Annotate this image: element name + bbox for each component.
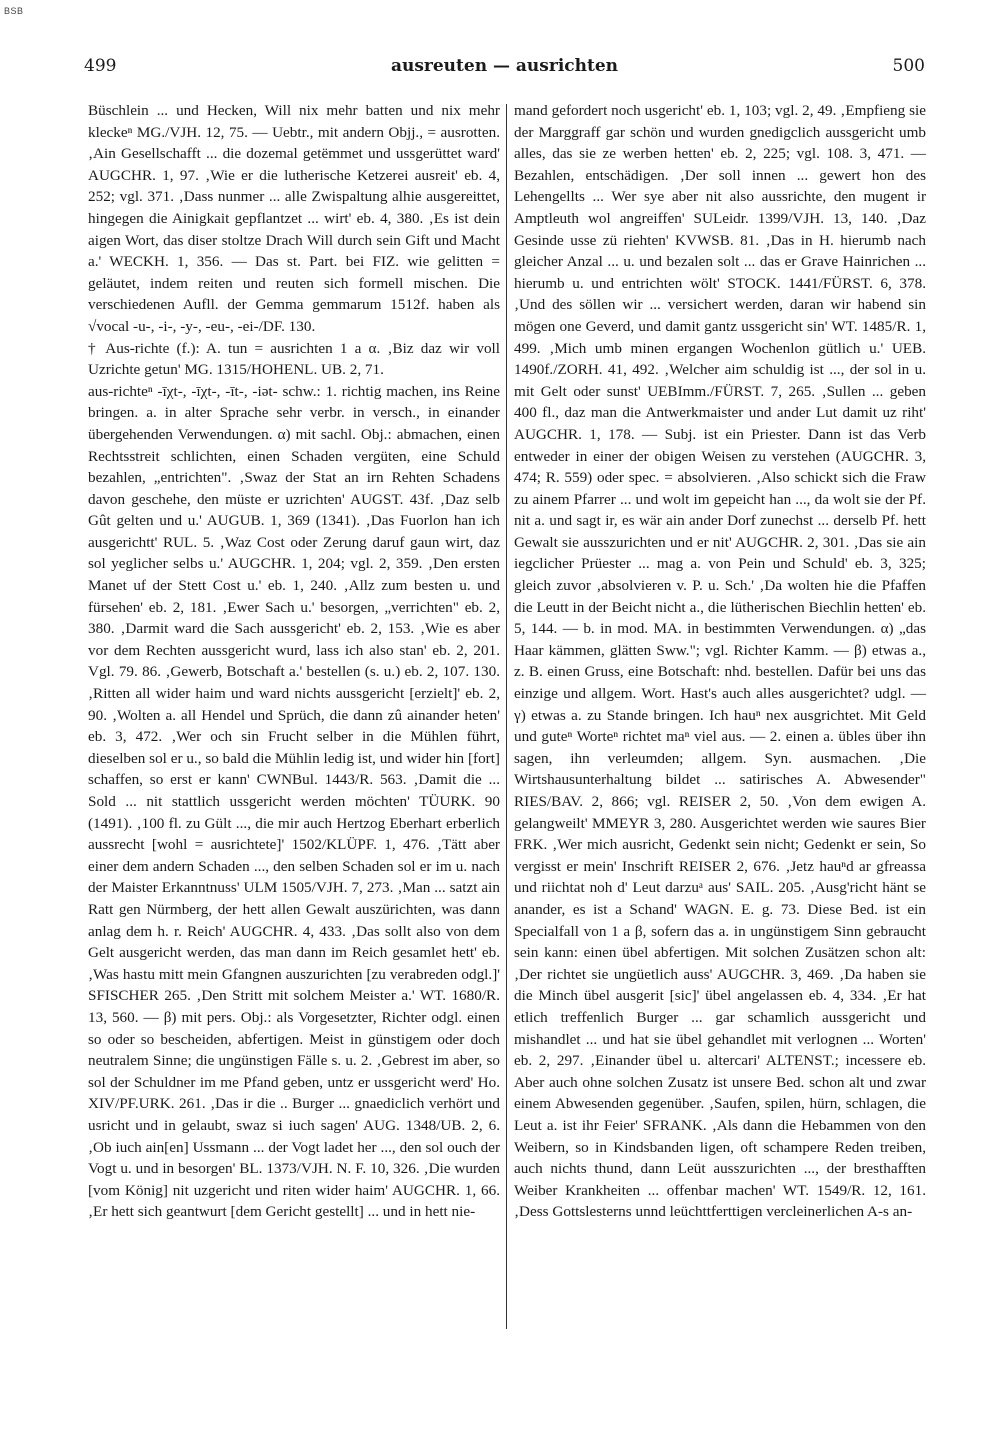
entry-paragraph: † Aus-richte (f.): A. tun = ausrichten 1 a α. ‚Biz daz wir voll Uzrichte getun' MG. 1315/HOHENL. UB. 2, 71. bbox=[88, 339, 500, 379]
running-title: ausreuten — ausrichten bbox=[390, 56, 619, 76]
column-divider bbox=[506, 104, 507, 1329]
page-number-left: 499 bbox=[84, 56, 117, 76]
entry-paragraph: aus-richteⁿ -īχt-, -īχt-, -īt-, -iət- schw.: 1. richtig machen, ins Reine bringen. a. in alter Sprache sehr verbr. in versch., in einander übergehenden Verwendungen. α) mit sachl. Obj.: abmachen, einen Rechtsstreit schlichten, einen Schaden vergüten, eine Schuld bezahlen, „entrichten". ‚Swaz der Stat an irn Rehten Schadens davon geschehe, den müste er uzrichten' AUGST. 43f. ‚Daz selb Gût gelten und u.' AUGUB. 1, 369 (1341). ‚Das Fuorlon han ich ausgerichtt' RUL. 5. ‚Waz Cost oder Zerung daruf gaun wirt, daz sol yeglicher selbs u.' AUGCHR. 1, 204; vgl. 2, 359. ‚Den ersten Manet uf der Stett Cost u.' eb. 1, 240. ‚Allz zum besten u. und fürsehen' eb. 2, 181. ‚Ewer Sach u.' besorgen, „verrichten" eb. 2, 380. ‚Darmit ward die Sach aussgericht' eb. 2, 153. ‚Wie es aber vor dem Rechten aussgericht wurd, lass ich also stan' eb. 2, 201. Vgl. 79. 86. ‚Gewerb, Botschaft a.' bestellen (s. u.) eb. 2, 107. 130. ‚Ritten all wider haim und ward nichts aussgericht [erzielt]' eb. 2, 90. ‚Wolten a. all Hendel und Sprüch, die dann zû ainander heten' eb. 3, 472. ‚Wer och sin Frucht selber in die Mühlen führt, dieselben sol er u., so bald die Mühlin ledig ist, und wider hin [fort] schaffen, so erst er kann' CWNBul. 1443/R. 563. ‚Damit die ... Sold ... nit stattlich ussgericht werden möchten' TÜURK. 90 (1491). ‚100 fl. zu Gült ..., die mir auch Hertzog Eberhart erberlich aussrecht [wohl = ausrichtete]' 1502/KLÜPF. 1, 476. ‚Tätt aber einer dem andern Schaden ..., den selben Schaden sol er im u. nach der Maister Erkanntnuss' ULM 1505/VJH. 7, 273. ‚Man ... satzt ain Ratt gen Nürmberg, der hett allen Gewalt auszürichten, was dann anlag dem h. r. Reich' AUGCHR. 4, 433. ‚Das sollt also von dem Gelt ausgericht werden, das man dann im Reich gesamlet hett' eb. ‚Was hastu mitt mein Gfangnen auszurichten [zu verabreden odgl.]' SFISCHER 265. ‚Den Stritt mit solchem Meister a.' WT. 1680/R. 13, 560. — β) mit pers. Obj.: als Vorgesetzter, Richter odgl. einen so oder so bescheiden, abfertigen. Meist in günstigem oder doch neutralem Sinne; die ungünstigen Fälle s. u. 2. ‚Gebrest im aber, so sol der Schuldner im me Pfand geben, untz er ussgericht werd' Ho. XIV/PF.URK. 261. ‚Das ir die .. Burger ... gnaediclich verhört und usricht und in gelaubt, swaz si iuch sagen' AUG. 1348/UB. 2, 6. ‚Ob iuch ain[en] Ussmann ... der Vogt ladet her ..., den sol ouch der Vogt u. und in besorgen' BL. 1373/VJH. N. F. 10, 326. ‚Die wurden [vom König] nit uzgericht und riten wider haim' AUGCHR. 1, 66. ‚Er hett sich geantwurt [dem Gericht gestellt] ... und in hett nie- bbox=[88, 382, 500, 1221]
right-column bbox=[514, 100, 926, 1223]
entry-paragraph: Büschlein ... und Hecken, Will nix mehr batten und nix mehr kleckeⁿ MG./VJH. 12, 75. — Uebtr., mit andern Objj., = ausrotten. ‚Ain Gesellschafft ... die dozemal getëmmet und ussgerüttet ward' AUGCHR. 1, 97. ‚Wie er die lutherische Ketzerei ausreit' eb. 4, 252; vgl. 371. ‚Dass nunmer ... alle Zwispaltung alhie ausgereittet, hingegen die Ainigkait gepflantzet ... wirt' eb. 4, 380. ‚Es ist dein aigen Wort, das diser stoltze Drach Will durch sein Gift und Macht a.' WECKH. 1, 356. — Das st. Part. bei FIZ. wie gelitten = geläutet, indem reiten und reuten sich formell mischen. Die verschiedenen Aufll. der Gemma gemmarum 1512f. haben als √vocal -u-, -i-, -y-, -eu-, -ei-/DF. 130. bbox=[88, 102, 500, 335]
page-number-right: 500 bbox=[892, 56, 925, 76]
page-header bbox=[84, 56, 925, 80]
left-column bbox=[88, 100, 500, 1223]
entry-paragraph: mand gefordert noch usgericht' eb. 1, 103; vgl. 2, 49. ‚Empfieng sie der Marggraff gar schön und wurden gnedigclich aussgericht umb alles, das sie ze werben hetten' eb. 2, 225; vgl. 108. 3, 471. — Bezahlen, entschädigen. ‚Der soll innen ... gewert hon des Lehengellts ... Wer sye aber nit also aussrichte, den mugent ir Amptleuth wol angreiffen' SULeidr. 1399/VJH. 13, 140. ‚Daz Gesinde usse zü riehten' KVWSB. 81. ‚Das in H. hierumb nach gleicher Anzal ... u. und bezalen solt ... das er Grave Hainrichen ... hierumb u. und entrichten wölt' STOCK. 1441/FÜRST. 6, 378. ‚Und des söllen wir ... versichert werden, daran wir habend sin mögen one Geverd, und damit gantz ussgericht sin' WT. 1485/R. 1, 499. ‚Mich umb minen ergangen Wochenlon gütlich u.' UEB. 1490f./ZORH. 41, 492. ‚Welcher aim schuldig ist ..., der sol in u. mit Gelt oder sunst' UEBImm./FÜRST. 7, 265. ‚Sullen ... geben 400 fl., daz man die Antwerkmaister und ander Lut damit uz riht' AUGCHR. 1, 178. — Subj. ist ein Priester. Dann ist das Verb entweder in einer der obigen Weisen zu verstehen (AUGCHR. 3, 474; R. 559) oder spec. = absolvieren. ‚Also schickt sich die Fraw zu ainem Pfarrer ... und wolt im gepeicht han ..., da wolt sie der Pf. nit a. und sagt ir, es wär ain ander Dorf zunechst ... derselb Pf. hett Gewalt sie ausszurichten und er nit' AUGCHR. 2, 301. ‚Das sie ain iegclicher Prüester ... mag a. von Pein und Schuld' eb. 3, 325; gleich zuvor ‚absolvieren v. P. u. Sch.' ‚Da wolten hie die Pfaffen die Leutt in der Beicht nicht a., die lütherischen Biechlin hetten' eb. 5, 144. — b. in mod. MA. in bestimmten Verwendungen. α) „das Haar kämmen, glätten Sww."; vgl. Richter Kamm. — β) etwas a., z. B. einen Gruss, eine Botschaft: nhd. bestellen. Dafür bei uns das einzige und allgem. Wort. Hast's auch alles ausgerichtet? udgl. — γ) etwas a. zu Stande bringen. Ich hauⁿ nex ausgrichtet. Mit Geld und guteⁿ Worteⁿ richtet maⁿ viel aus. — 2. einen a. übles über ihn sagen, ihn verleumden; allgem. Syn. ausmachen. ‚Die Wirtshausunterhaltung bildet ... satirisches A. Abwesender" RIES/BAV. 2, 866; vgl. REISER 2, 50. ‚Von dem ewigen A. gelangweilt' MMEYR 3, 280. Ausgerichtet werden wie saures Bier FRK. ‚Wer mich ausricht, Gedenkt sein nicht; Gedenkt er sein, So vergisst er mein' Inschrift REISER 2, 676. ‚Jetz hauⁿd ar gfreassa und riichtat noh d' Leut darzuᵃ aus' SAIL. 205. ‚Ausg'richt hänt se anander, es ist a Schand' WAGN. E. g. 73. Diese Bed. ist ein Specialfall von 1 a β, sofern das a. in ungünstigem Sinn gebraucht sein kann: einen übel abfertigen. Mit solchen Zusätzen schon alt: ‚Der richtet sie ungüetlich auss' AUGCHR. 3, 469. ‚Da haben sie die Minch übel ausgerit [sic]' übel angelassen eb. 4, 334. ‚Er hat etlich treffenlich Burger ... gar schamlich aussgericht und mishandlet ... und hat sie übel gehandlet mit verlognen ... Worten' eb. 2, 297. ‚Einander übel u. altercari' ALTENST.; incessere eb. Aber auch ohne solchen Zusatz ist unsere Bed. schon alt und zwar einem Abwesenden gegenüber. ‚Saufen, spilen, hürn, schlagen, die Leut a. ist ihr Feier' SFRANK. ‚Als dann die Hebammen von den Weibern, so in Kindsbanden ligen, oft schampere Reden treiben, auch nichts thund, dann Leüt ausszurichten ..., der bresthafften Weiber Krankheiten ... offenbar machen' WT. 1549/R. 12, 161. ‚Dess Gottslesterns unnd leüchttferttigen vercleinerlichen A-s an- bbox=[514, 102, 926, 1221]
library-stamp: BSB bbox=[4, 6, 24, 16]
